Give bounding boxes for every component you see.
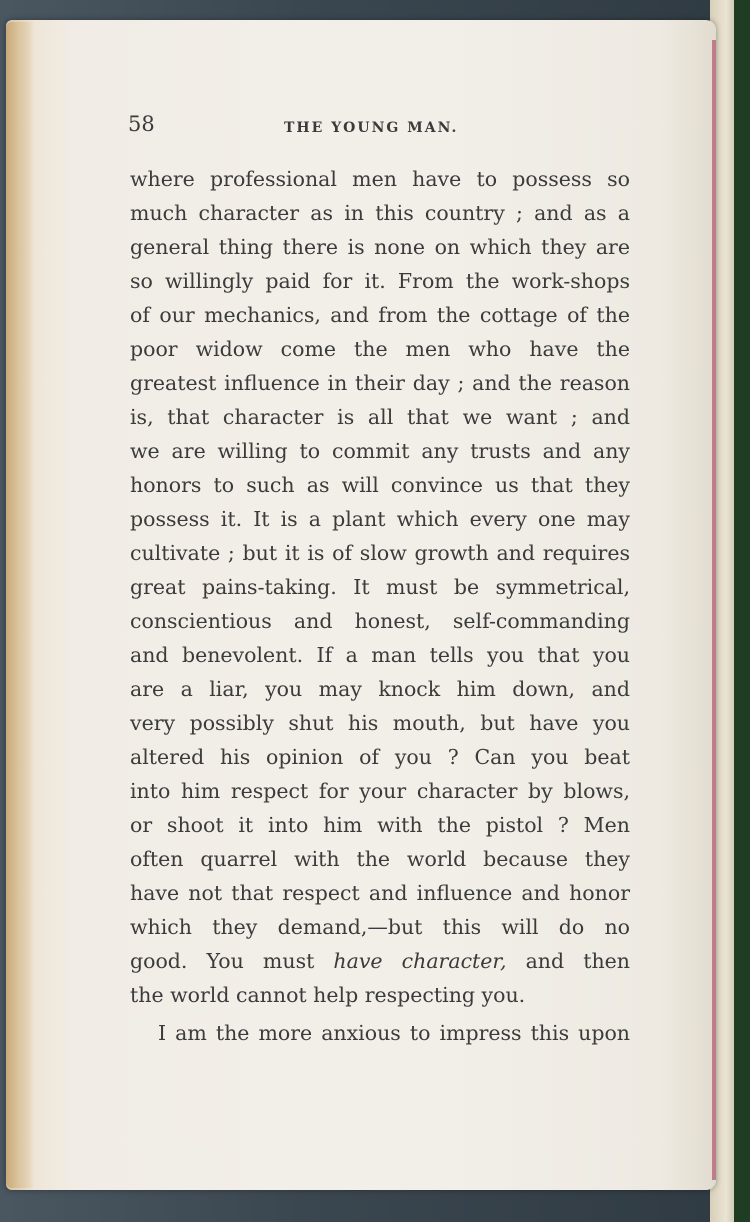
text-line: have not that respect and influence and honor bbox=[130, 881, 630, 905]
italic-phrase: have character, bbox=[333, 949, 507, 973]
text-line: much character as in this country ; and as a bbox=[130, 201, 630, 225]
text-line: we are willing to commit any trusts and any bbox=[130, 439, 630, 463]
running-head: THE YOUNG MAN. bbox=[284, 120, 459, 136]
text-line: or shoot it into him with the pistol ? Men bbox=[130, 813, 630, 837]
text-line-emphasis bbox=[130, 944, 630, 978]
text-line: is, that character is all that we want ; and bbox=[130, 405, 630, 429]
background-edge bbox=[734, 0, 750, 1222]
text-line: altered his opinion of you ? Can you beat bbox=[130, 745, 630, 769]
text-line: which they demand,—but this will do no bbox=[130, 915, 630, 939]
text-line: conscientious and honest, self-commanding bbox=[130, 609, 630, 633]
text-segment: and then bbox=[506, 949, 631, 973]
paragraph-start-line: I am the more anxious to impress this upon bbox=[158, 1021, 630, 1045]
text-line: often quarrel with the world because they bbox=[130, 847, 630, 871]
page-gutter-stain bbox=[6, 22, 34, 1188]
text-line: so willingly paid for it. From the work-shops bbox=[130, 269, 630, 293]
text-segment: good. You must bbox=[130, 949, 334, 973]
text-line: and benevolent. If a man tells you that you bbox=[130, 643, 630, 667]
page-number: 58 bbox=[128, 112, 155, 136]
text-line: where professional men have to possess so bbox=[130, 167, 630, 191]
text-line: greatest influence in their day ; and the reason bbox=[130, 371, 630, 395]
text-line: general thing there is none on which they are bbox=[130, 235, 630, 259]
paragraph-end-line: the world cannot help respecting you. bbox=[130, 983, 526, 1007]
text-line: very possibly shut his mouth, but have you bbox=[130, 711, 630, 735]
text-line: great pains-taking. It must be symmetrical, bbox=[130, 575, 630, 599]
text-line: poor widow come the men who have the bbox=[130, 337, 630, 361]
text-line: are a liar, you may knock him down, and bbox=[130, 677, 630, 701]
text-line: honors to such as will convince us that they bbox=[130, 473, 630, 497]
text-line: of our mechanics, and from the cottage of the bbox=[130, 303, 630, 327]
text-line: into him respect for your character by blows, bbox=[130, 779, 630, 803]
page-body-text bbox=[130, 162, 630, 1050]
text-line: cultivate ; but it is of slow growth and requires bbox=[130, 541, 630, 565]
text-line: possess it. It is a plant which every one may bbox=[130, 507, 630, 531]
next-page-edge bbox=[712, 40, 716, 1180]
page-header bbox=[128, 112, 630, 146]
